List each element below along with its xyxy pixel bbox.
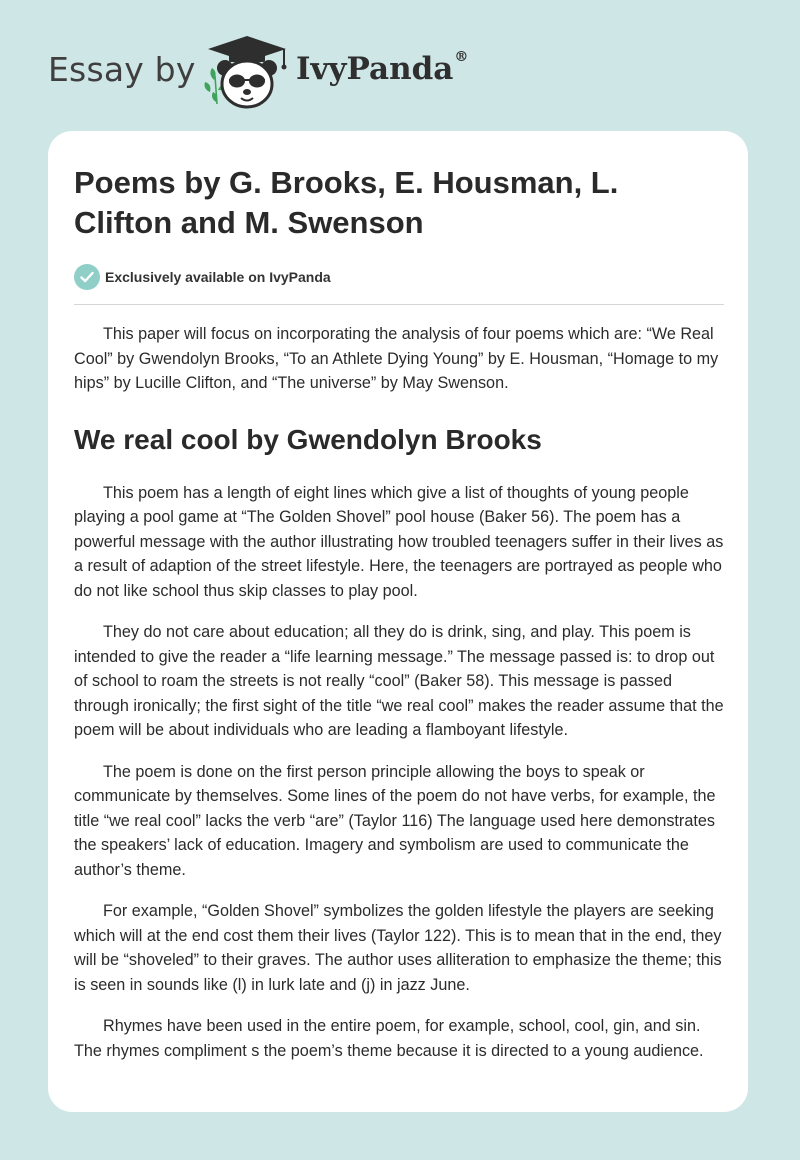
body-paragraph: They do not care about education; all they do is drink, sing, and play. This poem is intended to give the reader a “life learning message.” The message passed is: to drop out of school to roam the streets is not really “cool” (Baker 58). This message is passed through ironically; the first sight of the title “we real cool” makes the reader assume that the poem will be about individuals who are leading a flamboyant lifestyle.	[74, 623, 724, 739]
section-heading: We real cool by Gwendolyn Brooks	[74, 423, 542, 455]
article-title: Poems by G. Brooks, E. Housman, L. Clifton and M. Swenson	[74, 165, 619, 240]
registered-mark: ®	[454, 49, 469, 65]
exclusive-badge	[74, 263, 724, 291]
panda-face-icon	[217, 60, 277, 107]
body-paragraph: This poem has a length of eight lines which give a list of thoughts of young people playing a pool game at “The Golden Shovel” pool house (Baker 56). The poem has a powerful message with the author illustrating how troubled teenagers suffer in their lives as a result of adaption of the street lifestyle. Here, the teenagers are portrayed as people who do not like school thus skip classes to play pool.	[74, 483, 724, 600]
article-content	[74, 163, 724, 1063]
brand-name-text: IvyPanda	[296, 51, 454, 87]
panda-graduate-logo-icon[interactable]	[200, 32, 295, 112]
brand-name[interactable]	[296, 51, 468, 87]
intro-paragraph: This paper will focus on incorporating the analysis of four poems which are: “We Real Cool” by Gwendolyn Brooks, “To an Athlete Dying Young” by E. Housman, “Homage to my hips” by Lucille Clifton, and “The universe” by May Swenson.	[74, 325, 719, 392]
divider	[74, 304, 724, 305]
body-paragraph: Rhymes have been used in the entire poem, for example, school, cool, gin, and sin. The rhymes compliment s the poem’s theme because it is directed to a young audience.	[74, 1017, 704, 1060]
site-header	[0, 0, 800, 130]
essay-by-label: Essay by	[48, 50, 196, 89]
body-paragraph: For example, “Golden Shovel” symbolizes the golden lifestyle the players are seeking which will at the end cost them their lives (Taylor 122). This is to mean that in the end, they will be “shoveled” to their graves. The author uses alliteration to emphasize the theme; this is seen in sounds like (l) in lurk late and (j) in jazz June.	[74, 902, 722, 994]
article-card	[48, 131, 748, 1112]
body-paragraph: The poem is done on the first person principle allowing the boys to speak or communicate by themselves. Some lines of the poem do not have verbs, for example, the title “we real cool” lacks the verb “are” (Taylor 116) The language used here demonstrates the speakers’ lack of education. Imagery and symbolism are used to communicate the author’s theme.	[74, 762, 716, 879]
check-circle-icon	[74, 264, 100, 290]
exclusive-badge-text: Exclusively available on IvyPanda	[105, 269, 331, 285]
